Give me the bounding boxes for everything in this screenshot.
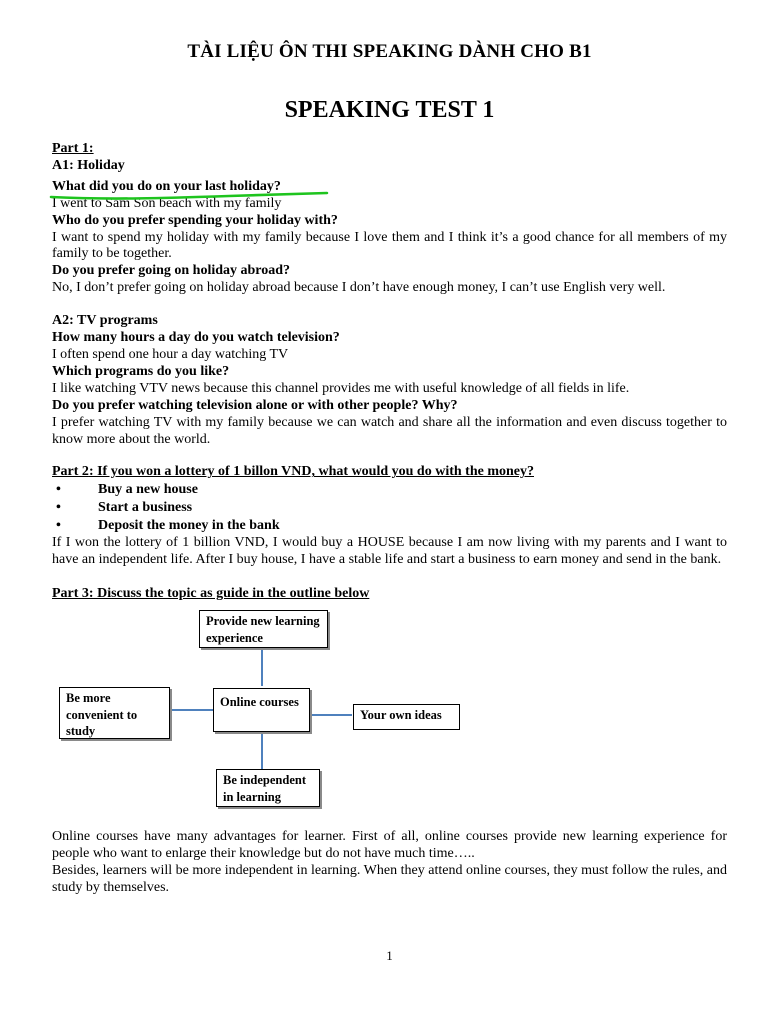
a2-question-3: Do you prefer watching television alone or with other people? Why? (52, 397, 458, 413)
part3-paragraph-1: Online courses have many advantages for learner. First of all, online courses provide new learning experience for people who want to enlarge their knowledge but do not have much time….. (52, 829, 727, 861)
a1-question-3: Do you prefer going on holiday abroad? (52, 263, 291, 279)
highlight-underline-stroke (49, 191, 329, 201)
a2-answer-3: I prefer watching TV with my family because we can watch and share all the information and even discuss together to know more about the world. (52, 414, 727, 447)
diagram-box-left: Be more convenient to study (59, 687, 170, 739)
a2-question-2: Which programs do you like? (52, 363, 230, 379)
list-item: • Buy a new house (56, 482, 198, 498)
list-item: • Deposit the money in the bank (56, 518, 280, 534)
part1-heading: Part 1: (52, 141, 94, 156)
a1-topic: A1: Holiday (52, 157, 125, 173)
page-number: 1 (386, 948, 393, 963)
test-title: SPEAKING TEST 1 (284, 97, 495, 123)
highlighted-question: What did you do on your last holiday? (52, 179, 281, 196)
part3-paragraph-2: Besides, learners will be more independent in learning. When they attend online courses, they must follow the rules, and study by themselves. (52, 862, 727, 895)
a1-answer-3: No, I don’t prefer going on holiday abroad because I don’t have enough money, I can’t use English very well. (52, 280, 666, 296)
document-page (52, 0, 727, 1024)
part3-heading: Part 3: Discuss the topic as guide in the outline below (52, 586, 370, 602)
list-item: • Start a business (56, 500, 193, 516)
diagram-box-center: Online courses (213, 688, 310, 732)
a2-answer-2: I like watching VTV news because this channel provides me with useful knowledge of all fields in life. (52, 380, 630, 396)
a1-answer-1: I went to Sam Son beach with my family (52, 195, 282, 211)
part2-heading: Part 2: If you won a lottery of 1 billon VND, what would you do with the money? (52, 464, 534, 480)
diagram-box-top: Provide new learning experience (199, 610, 328, 648)
part2-bullet-list (52, 481, 727, 535)
document-title: TÀI LIỆU ÔN THI SPEAKING DÀNH CHO B1 (187, 41, 592, 62)
part2-answer: If I won the lottery of 1 billion VND, I would buy a HOUSE because I am now living with my parents and I want to have an independent life. After I buy house, I have a stable life and start a business to earn money and send in the bank. (52, 535, 727, 568)
a1-answer-2: I want to spend my holiday with my family because I love them and I think it’s a good chance for all members of my family to be together. (52, 229, 727, 262)
a1-question-1 (52, 179, 727, 196)
a2-question-1: How many hours a day do you watch television? (52, 330, 340, 346)
document-body (52, 141, 727, 897)
a1-question-2: Who do you prefer spending your holiday with? (52, 212, 338, 228)
outline-diagram (52, 603, 727, 829)
a2-answer-1: I often spend one hour a day watching TV (52, 346, 289, 362)
a2-topic: A2: TV programs (52, 313, 158, 329)
diagram-box-right: Your own ideas (353, 704, 460, 730)
diagram-box-bottom: Be independent in learning (216, 769, 320, 807)
